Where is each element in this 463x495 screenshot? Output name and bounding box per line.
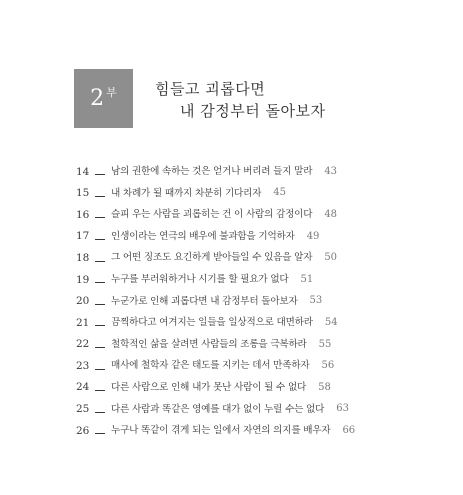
toc-dash xyxy=(95,412,105,413)
toc-dash xyxy=(95,196,105,197)
toc-entry-page: 63 xyxy=(336,403,349,415)
toc-entry[interactable] xyxy=(76,226,436,248)
part-badge xyxy=(74,69,133,128)
toc-entry-page: 53 xyxy=(309,295,323,307)
toc-entry-number: 25 xyxy=(76,403,90,416)
toc-entry[interactable] xyxy=(76,312,436,334)
table-of-contents xyxy=(76,161,436,442)
toc-entry-page: 51 xyxy=(300,273,314,285)
toc-entry-number: 24 xyxy=(76,381,90,394)
chapter-title-line1: 힘들고 괴롭다면 xyxy=(155,80,266,98)
toc-entry-number: 22 xyxy=(76,338,90,351)
toc-dash xyxy=(95,433,105,434)
toc-entry-title: 인생이라는 연극의 배우에 불과함을 기억하자 xyxy=(111,230,295,242)
toc-entry-title: 다른 사람으로 인해 내가 못난 사람이 될 수 없다 xyxy=(111,381,307,393)
toc-dash xyxy=(95,174,105,175)
toc-entry[interactable] xyxy=(76,269,436,291)
toc-entry-page: 50 xyxy=(324,252,338,264)
toc-entry-page: 43 xyxy=(324,165,338,177)
toc-dash xyxy=(95,304,105,305)
toc-entry-page: 45 xyxy=(273,187,286,199)
chapter-title-line2: 내 감정부터 돌아보자 xyxy=(180,102,326,120)
toc-entry-number: 20 xyxy=(76,295,90,308)
toc-entry-number: 23 xyxy=(76,359,90,372)
toc-entry-page: 56 xyxy=(321,360,335,372)
toc-dash xyxy=(95,325,105,326)
toc-dash xyxy=(95,282,105,283)
toc-entry-page: 55 xyxy=(318,338,332,350)
part-label: 부 xyxy=(106,86,117,99)
toc-entry-title: 다른 사람과 똑같은 영예를 대가 없이 누릴 수는 없다 xyxy=(111,403,325,415)
toc-entry-page: 66 xyxy=(342,424,356,436)
toc-entry-page: 49 xyxy=(306,230,320,242)
toc-entry[interactable] xyxy=(76,355,436,377)
toc-dash xyxy=(95,261,105,262)
toc-entry[interactable] xyxy=(76,161,436,183)
toc-dash xyxy=(95,217,105,218)
toc-entry[interactable] xyxy=(76,420,436,442)
toc-entry-number: 17 xyxy=(76,230,90,243)
toc-entry-number: 18 xyxy=(76,251,90,264)
toc-entry-number: 15 xyxy=(76,187,90,200)
toc-entry-number: 19 xyxy=(76,273,90,286)
toc-dash xyxy=(95,390,105,391)
toc-entry-number: 16 xyxy=(76,208,90,221)
toc-entry-title: 누군가로 인해 괴롭다면 내 감정부터 돌아보자 xyxy=(111,295,298,307)
toc-dash xyxy=(95,239,105,240)
toc-entry-title: 누구나 똑같이 겪게 되는 일에서 자연의 의지를 배우자 xyxy=(111,425,331,437)
toc-dash xyxy=(95,347,105,348)
toc-entry-number: 21 xyxy=(76,316,90,329)
toc-entry-number: 26 xyxy=(76,424,90,437)
toc-entry[interactable] xyxy=(76,377,436,399)
toc-entry[interactable] xyxy=(76,247,436,269)
toc-entry[interactable] xyxy=(76,183,436,205)
toc-entry-page: 58 xyxy=(318,381,331,393)
toc-entry[interactable] xyxy=(76,334,436,356)
toc-entry[interactable] xyxy=(76,204,436,226)
toc-entry[interactable] xyxy=(76,291,436,313)
toc-entry-title: 누구를 부러워하거나 시기를 할 필요가 없다 xyxy=(111,273,289,285)
toc-entry-title: 슬피 우는 사람을 괴롭히는 건 이 사람의 감정이다 xyxy=(111,209,313,221)
toc-entry[interactable] xyxy=(76,399,436,421)
toc-entry-title: 그 어떤 징조도 요긴하게 받아들일 수 있음을 알자 xyxy=(111,252,313,264)
toc-entry-page: 54 xyxy=(324,316,338,328)
toc-entry-title: 철학적인 삶을 살려면 사람들의 조롱을 극복하라 xyxy=(111,338,307,350)
toc-entry-title: 끔찍하다고 여겨지는 일들을 일상적으로 대면하라 xyxy=(111,317,313,329)
toc-entry-number: 14 xyxy=(76,165,90,178)
part-number: 2 xyxy=(90,85,105,111)
toc-entry-title: 매사에 철학자 같은 태도를 지키는 데서 만족하자 xyxy=(111,360,310,372)
toc-dash xyxy=(95,369,105,370)
toc-entry-page: 48 xyxy=(324,208,338,220)
toc-entry-title: 남의 권한에 속하는 것은 얻거나 버리려 들지 말라 xyxy=(111,166,313,177)
toc-entry-title: 내 차례가 될 때까지 차분히 기다리자 xyxy=(111,187,262,199)
